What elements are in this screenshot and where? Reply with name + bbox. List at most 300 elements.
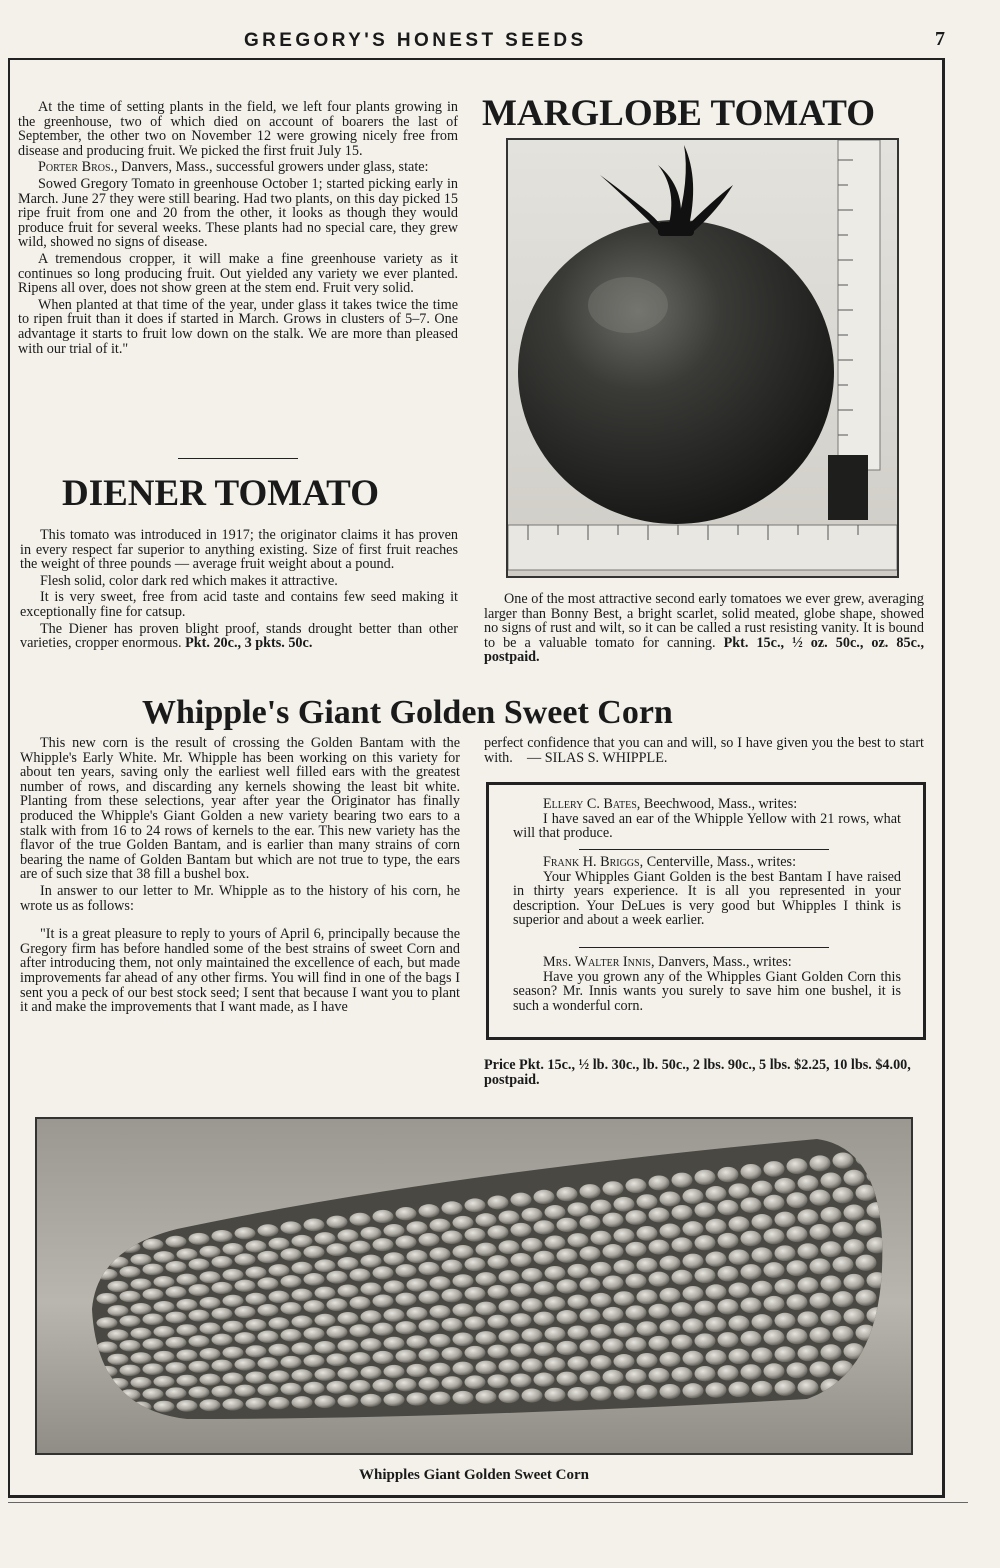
tomato-illustration	[508, 140, 897, 576]
corn-kernel	[315, 1314, 336, 1327]
corn-kernel	[361, 1366, 382, 1379]
ruler-vertical	[838, 140, 880, 470]
corn-kernel	[350, 1352, 371, 1365]
corn-kernel	[821, 1310, 842, 1326]
corn-kernel	[292, 1396, 313, 1409]
corn-kernel	[488, 1285, 509, 1299]
corn-kernel	[603, 1213, 624, 1228]
corn-kernel	[108, 1402, 129, 1413]
corn-kernel	[729, 1249, 750, 1264]
corn-kernel	[338, 1257, 359, 1270]
testimonial-text: Your Whipples Giant Golden is the best Bantam I have raised in thirty years experience. It is all you represented in your description. Your DeLues is very good but Whipples I think is superior and about a week earlier.	[513, 868, 901, 929]
corn-kernel	[741, 1197, 762, 1213]
corn-kernel	[97, 1244, 118, 1255]
corn-kernel	[350, 1324, 371, 1337]
corn-kernel	[373, 1294, 394, 1307]
corn-kernel	[867, 1202, 888, 1218]
testimonial	[513, 797, 901, 841]
corn-kernel	[407, 1250, 428, 1263]
corn-kernel	[373, 1379, 394, 1392]
corn-kernel	[223, 1347, 244, 1359]
corn-kernel	[637, 1258, 658, 1273]
corn-kernel	[327, 1271, 348, 1284]
corn-kernel	[649, 1240, 670, 1255]
corn-kernel	[568, 1264, 589, 1278]
corn-kernel	[672, 1205, 693, 1220]
testimonials-box	[486, 782, 926, 1040]
corn-kernel	[131, 1401, 152, 1412]
corn-kernel	[867, 1377, 888, 1393]
testimonial-location: , Danvers, Mass., writes:	[650, 954, 792, 970]
corn-kernel	[258, 1384, 279, 1396]
corn-kernel	[166, 1261, 187, 1273]
corn-kernel	[442, 1376, 463, 1390]
corn-kernel	[695, 1170, 716, 1185]
corn-kernel	[660, 1224, 681, 1239]
tomato-highlight	[588, 277, 668, 333]
corn-paragraph: In answer to our letter to Mr. Whipple as to the history of his corn, he wrote us as follows:	[20, 882, 460, 914]
corn-kernel	[223, 1321, 244, 1333]
corn-kernel	[246, 1398, 267, 1410]
corn-kernel	[281, 1221, 302, 1234]
corn-kernel	[453, 1333, 474, 1347]
corn-kernel	[867, 1237, 888, 1253]
corn-kernel	[143, 1264, 164, 1276]
corn-kernel	[396, 1350, 417, 1363]
corn-kernel	[557, 1279, 578, 1293]
testimonial-author: Frank H. Briggs	[543, 854, 640, 870]
corn-kernel	[764, 1161, 785, 1177]
corn-kernel	[269, 1264, 290, 1276]
corn-kernel	[614, 1228, 635, 1243]
corn-kernel	[223, 1295, 244, 1307]
corn-kernel	[212, 1308, 233, 1320]
corn-kernel	[798, 1277, 819, 1293]
corn-kernel	[626, 1242, 647, 1257]
corn-kernel	[821, 1173, 842, 1189]
corn-kernel	[649, 1304, 670, 1319]
corn-kernel	[212, 1360, 233, 1372]
corn-kernel	[120, 1291, 141, 1302]
corn-kernel	[453, 1391, 474, 1405]
corn-kernel	[511, 1193, 532, 1207]
corn-kernel	[741, 1364, 762, 1380]
corn-kernel	[706, 1317, 727, 1332]
corn-kernel	[396, 1236, 417, 1249]
corn-kernel	[465, 1316, 486, 1330]
corn-kernel	[798, 1345, 819, 1361]
corn-kernel	[235, 1280, 256, 1292]
corn-kernel	[672, 1302, 693, 1317]
corn-kernel	[591, 1200, 612, 1215]
corn-letter: "It is a great pleasure to reply to yours of April 6, principally because the Gregory firm has before handled some of the best strains of sweet Corn and after introducing them, not only maintained the excellence of each, but made improvements far ahead of any other firms. You will find in one of the bags I sent you a peck of our best stock seed; I sent that because I want you to plant it and make the improvements that I want made, as I have	[20, 926, 460, 1016]
corn-kernel	[856, 1150, 877, 1166]
corn-kernel	[752, 1381, 773, 1397]
corn-kernel	[867, 1167, 888, 1183]
corn-kernel	[534, 1373, 555, 1387]
corn-kernel	[120, 1242, 141, 1253]
corn-kernel	[120, 1266, 141, 1277]
corn-kernel	[821, 1207, 842, 1223]
marglobe-title: MARGLOBE TOMATO	[482, 93, 876, 134]
page-header	[0, 26, 1000, 56]
corn-kernel	[511, 1223, 532, 1237]
corn-text-right	[484, 736, 924, 767]
corn-kernel	[131, 1377, 152, 1388]
corn-kernel	[649, 1368, 670, 1383]
corn-kernel	[787, 1362, 808, 1378]
corn-kernel	[350, 1241, 371, 1254]
corn-kernel	[396, 1207, 417, 1220]
corn-kernel	[373, 1351, 394, 1364]
corn-kernel	[396, 1264, 417, 1277]
corn-kernel	[131, 1352, 152, 1363]
corn-kernel	[706, 1284, 727, 1299]
corn-illustration	[37, 1119, 911, 1453]
corn-kernel	[200, 1374, 221, 1386]
corn-kernel	[695, 1202, 716, 1217]
corn-kernel	[246, 1293, 267, 1305]
corn-kernel	[729, 1216, 750, 1231]
corn-kernel	[212, 1334, 233, 1346]
corn-kernel	[407, 1364, 428, 1377]
corn-kernel	[338, 1367, 359, 1380]
corn-kernel	[683, 1254, 704, 1269]
corn-kernel	[120, 1365, 141, 1376]
corn-kernel	[315, 1232, 336, 1245]
intro-paragraph: Sowed Gregory Tomato in greenhouse October 1; started picking early in March. June 27 they were still bearing. Had two plants, on this day picked 15 ripe fruit from one and 20 from the other, it looks as though they would produce fruit for several weeks. These plants had no special care, they grew wild, showed no signs of disease.	[18, 175, 458, 251]
corn-kernel	[407, 1335, 428, 1348]
corn-kernel	[522, 1238, 543, 1252]
corn-kernel	[430, 1276, 451, 1289]
corn-kernel	[580, 1184, 601, 1199]
corn-kernel	[591, 1262, 612, 1277]
page-number: 7	[935, 28, 945, 50]
corn-kernel	[442, 1230, 463, 1244]
corn-kernel	[741, 1164, 762, 1180]
corn-kernel	[442, 1318, 463, 1332]
corn-kernel	[775, 1279, 796, 1295]
testimonial-header	[513, 855, 901, 870]
corn-kernel	[844, 1274, 865, 1290]
corn-kernel	[787, 1192, 808, 1208]
corn-kernel	[189, 1361, 210, 1373]
corn-kernel	[384, 1252, 405, 1265]
corn-kernel	[775, 1245, 796, 1261]
corn-kernel	[177, 1400, 198, 1412]
corn-kernel	[718, 1233, 739, 1248]
page-bottom-rule	[8, 1502, 968, 1503]
corn-kernel	[557, 1310, 578, 1324]
corn-kernel	[660, 1384, 681, 1399]
corn-caption: Whipples Giant Golden Sweet Corn	[358, 1467, 590, 1483]
corn-kernel	[258, 1251, 279, 1263]
corn-kernel	[672, 1367, 693, 1382]
testimonial-author: Ellery C. Bates	[543, 796, 637, 812]
corn-kernel	[120, 1389, 141, 1400]
corn-kernel	[488, 1196, 509, 1210]
corn-kernel	[108, 1305, 129, 1316]
corn-kernel	[154, 1276, 175, 1288]
corn-kernel	[361, 1338, 382, 1351]
intro-paragraph: A tremendous cropper, it will make a fine greenhouse variety as it continues so long producing fruit. Out yielded any variety we ever planted. Ripens all over, does not show green at the stem end. Fruit very solid.	[18, 250, 458, 297]
corn-kernel	[269, 1291, 290, 1303]
corn-kernel	[212, 1230, 233, 1242]
corn-kernel	[488, 1255, 509, 1269]
corn-kernel	[764, 1195, 785, 1211]
corn-kernel	[407, 1307, 428, 1320]
corn-kernel	[430, 1363, 451, 1376]
corn-kernel	[258, 1331, 279, 1343]
marglobe-tomato-photo	[506, 138, 899, 578]
corn-kernel	[200, 1322, 221, 1334]
corn-kernel	[166, 1236, 187, 1248]
corn-kernel	[166, 1312, 187, 1324]
corn-kernel	[246, 1319, 267, 1331]
corn-kernel	[660, 1352, 681, 1367]
corn-kernel	[488, 1225, 509, 1239]
corn-kernel	[798, 1243, 819, 1259]
corn-kernel	[281, 1383, 302, 1396]
corn-kernel	[833, 1256, 854, 1272]
intro-paragraph: When planted at that time of the year, under glass it takes twice the time to ripen fruit than it does if started in March. Grows in clusters of 5–7. One advantage it starts to fruit low down on the stalk. We are more than pleased with our trial of it."	[18, 296, 458, 357]
corn-kernel	[131, 1254, 152, 1265]
corn-kernel	[499, 1240, 520, 1254]
corn-kernel	[672, 1237, 693, 1252]
corn-kernel	[465, 1287, 486, 1301]
corn-kernel	[568, 1202, 589, 1216]
corn-kernel	[672, 1173, 693, 1188]
intro-paragraph: At the time of setting plants in the field, we left four plants growing in the greenhouse, two of which died on account of boarers the last of September, the other two on November 12 were growing nicely free from disease and producing fruit. We picked the first fruit July 15.	[18, 99, 458, 159]
corn-kernel	[453, 1362, 474, 1376]
corn-kernel	[637, 1194, 658, 1209]
corn-kernel	[373, 1323, 394, 1336]
corn-kernel	[729, 1382, 750, 1397]
corn-kernel	[810, 1155, 831, 1171]
corn-kernel	[235, 1253, 256, 1265]
corn-kernel	[522, 1268, 543, 1282]
corn-kernel	[304, 1327, 325, 1340]
corn-kernel	[223, 1243, 244, 1255]
corn-kernel	[729, 1349, 750, 1364]
corn-kernel	[729, 1183, 750, 1198]
corn-kernel	[327, 1381, 348, 1394]
corn-kernel	[568, 1295, 589, 1309]
intro-paragraph	[18, 160, 458, 175]
corn-kernel	[246, 1371, 267, 1383]
corn-kernel	[235, 1306, 256, 1318]
ruler-clamp	[828, 455, 868, 520]
corn-kernel	[637, 1385, 658, 1400]
corn-kernel	[591, 1231, 612, 1246]
testimonial-location: , Beechwood, Mass., writes:	[636, 796, 798, 812]
marglobe-text	[484, 592, 924, 667]
corn-kernel	[281, 1302, 302, 1315]
corn-kernel	[258, 1224, 279, 1236]
corn-kernel	[614, 1354, 635, 1369]
corn-kernel	[384, 1393, 405, 1406]
corn-kernel	[844, 1308, 865, 1324]
corn-kernel	[580, 1215, 601, 1230]
grower-location: , Danvers, Mass., successful growers under glass, state:	[114, 159, 429, 176]
corn-kernel	[235, 1332, 256, 1344]
corn-kernel	[258, 1357, 279, 1369]
corn-kernel	[465, 1257, 486, 1271]
corn-kernel	[764, 1330, 785, 1346]
corn-kernel	[154, 1301, 175, 1313]
corn-kernel	[97, 1366, 118, 1377]
corn-kernel	[430, 1305, 451, 1318]
corn-kernel	[810, 1190, 831, 1206]
corn-kernel	[741, 1297, 762, 1313]
corn-kernel	[522, 1208, 543, 1222]
corn-kernel	[534, 1190, 555, 1204]
corn-kernel	[718, 1200, 739, 1215]
corn-kernel	[591, 1386, 612, 1401]
corn-kernel	[591, 1324, 612, 1339]
corn-kernel	[143, 1313, 164, 1325]
corn-kernel	[660, 1288, 681, 1303]
corn-kernel	[120, 1340, 141, 1351]
corn-kernel	[97, 1269, 118, 1280]
corn-kernel	[833, 1222, 854, 1238]
corn-kernel	[269, 1370, 290, 1382]
corn-kernel	[304, 1382, 325, 1395]
corn-kernel	[212, 1282, 233, 1294]
corn-kernel	[660, 1320, 681, 1335]
corn-kernel	[361, 1282, 382, 1295]
corn-kernel	[833, 1326, 854, 1342]
corn-kernel	[603, 1370, 624, 1385]
corn-kernel	[200, 1348, 221, 1360]
corn-kernel	[856, 1325, 877, 1341]
corn-kernel	[649, 1336, 670, 1351]
corn-kernel	[787, 1294, 808, 1310]
corn-kernel	[775, 1313, 796, 1329]
corn-kernel	[844, 1343, 865, 1359]
corn-kernel	[396, 1321, 417, 1334]
corn-kernel	[131, 1328, 152, 1339]
corn-kernel	[97, 1317, 118, 1328]
corn-kernel	[683, 1351, 704, 1366]
corn-kernel	[672, 1270, 693, 1285]
corn-kernel	[695, 1268, 716, 1283]
corn-kernel	[534, 1251, 555, 1265]
corn-kernel	[603, 1307, 624, 1322]
corn-kernel	[522, 1358, 543, 1372]
corn-kernel	[798, 1175, 819, 1191]
corn-kernel	[672, 1335, 693, 1350]
corn-kernel	[200, 1246, 221, 1258]
corn-kernel	[810, 1327, 831, 1343]
corn-kernel	[189, 1258, 210, 1270]
corn-kernel	[154, 1376, 175, 1388]
corn-kernel	[764, 1262, 785, 1278]
tomato-fruit	[518, 220, 834, 524]
corn-kernel	[361, 1227, 382, 1240]
testimonial-divider	[579, 947, 829, 948]
corn-kernel	[396, 1378, 417, 1391]
corn-kernel	[166, 1362, 187, 1374]
corn-kernel	[683, 1221, 704, 1236]
corn-kernel	[292, 1316, 313, 1329]
corn-kernel	[499, 1330, 520, 1344]
corn-kernel	[545, 1296, 566, 1310]
corn-kernel	[384, 1309, 405, 1322]
corn-kernel	[269, 1344, 290, 1356]
corn-kernel	[430, 1392, 451, 1405]
corn-kernel	[212, 1385, 233, 1397]
testimonial-header	[513, 955, 901, 970]
corn-kernel	[108, 1329, 129, 1340]
corn-kernel	[476, 1243, 497, 1257]
corn-kernel	[810, 1361, 831, 1377]
sweet-corn-ear-photo	[35, 1117, 913, 1455]
corn-kernel	[867, 1342, 888, 1358]
corn-kernel	[384, 1280, 405, 1293]
corn-kernel	[476, 1361, 497, 1375]
corn-kernel	[752, 1214, 773, 1230]
corn-kernel	[177, 1274, 198, 1286]
corn-kernel	[465, 1198, 486, 1212]
corn-kernel	[361, 1255, 382, 1268]
corn-kernel	[637, 1321, 658, 1336]
corn-kernel	[511, 1253, 532, 1267]
corn-kernel	[166, 1387, 187, 1399]
corn-kernel	[499, 1270, 520, 1284]
corn-kernel	[453, 1245, 474, 1259]
corn-kernel	[856, 1185, 877, 1201]
corn-kernel	[419, 1233, 440, 1246]
corn-kernel	[442, 1201, 463, 1215]
corn-kernel	[200, 1399, 221, 1411]
corn-kernel	[361, 1310, 382, 1323]
corn-kernel	[752, 1247, 773, 1263]
corn-kernel	[292, 1262, 313, 1275]
corn-kernel	[453, 1303, 474, 1317]
corn-kernel	[752, 1348, 773, 1364]
corn-kernel	[315, 1259, 336, 1272]
corn-kernel	[476, 1213, 497, 1227]
corn-kernel	[465, 1346, 486, 1360]
corn-kernel	[729, 1283, 750, 1298]
corn-kernel	[626, 1210, 647, 1225]
corn-kernel	[258, 1304, 279, 1316]
corn-kernel	[557, 1187, 578, 1201]
corn-kernel	[798, 1311, 819, 1327]
corn-kernel	[706, 1350, 727, 1365]
corn-kernel	[695, 1366, 716, 1381]
corn-kernel	[338, 1340, 359, 1353]
corn-kernel	[764, 1296, 785, 1312]
corn-kernel	[97, 1342, 118, 1353]
corn-kernel	[338, 1312, 359, 1325]
corn-kernel	[637, 1226, 658, 1241]
corn-kernel	[867, 1307, 888, 1323]
corn-kernel	[856, 1290, 877, 1306]
corn-kernel	[177, 1324, 198, 1336]
corn-kernel	[292, 1369, 313, 1382]
corn-kernel	[281, 1329, 302, 1342]
corn-kernel	[591, 1355, 612, 1370]
corn-kernel	[545, 1235, 566, 1249]
corn-kernel	[108, 1378, 129, 1389]
corn-kernel	[614, 1291, 635, 1306]
corn-kernel	[373, 1266, 394, 1279]
corn-kernel	[350, 1380, 371, 1393]
corn-kernel	[327, 1216, 348, 1229]
corn-kernel	[637, 1353, 658, 1368]
